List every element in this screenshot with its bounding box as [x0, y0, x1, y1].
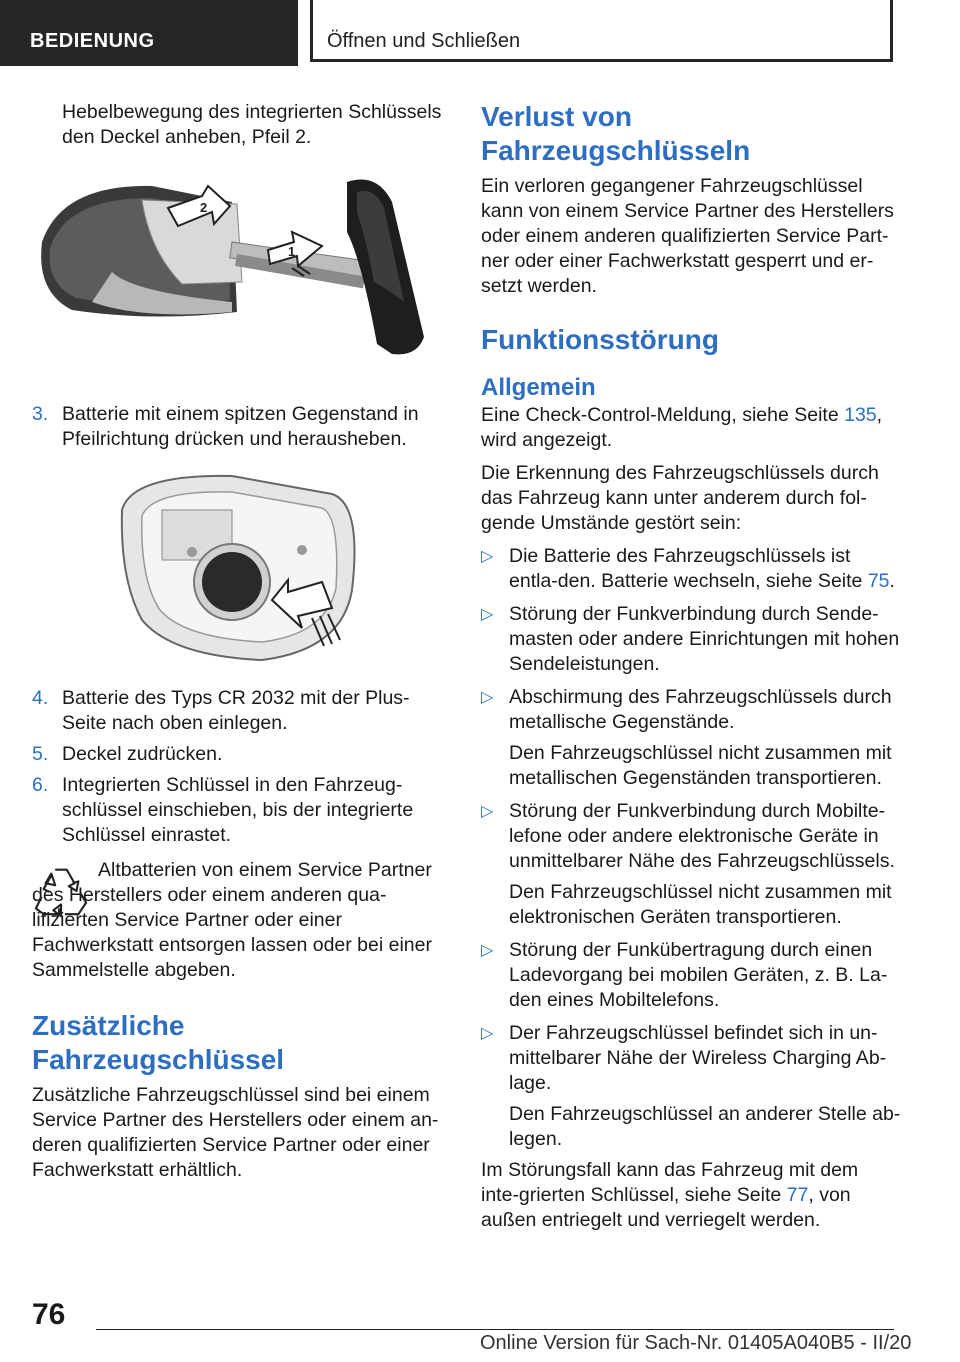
arrow-2-label: 2	[200, 200, 208, 215]
footer-divider	[96, 1329, 894, 1330]
battery-removal-illustration	[112, 470, 372, 670]
bullet-note: Den Fahrzeugschlüssel nicht zusammen mit elektronischen Geräten transportieren.	[509, 881, 892, 928]
key-opening-figure	[32, 156, 444, 376]
bullet-item	[481, 938, 901, 1013]
heading-zusaetzliche-schluessel: Zusätzliche Fahrzeugschlüssel	[32, 1010, 285, 1075]
step-text: Deckel zudrücken.	[62, 743, 223, 765]
step-3	[32, 402, 444, 452]
page-header	[0, 0, 960, 66]
step-number: 4.	[32, 687, 49, 709]
triangle-right-icon: ▷	[481, 803, 494, 820]
step-text: Batterie des Typs CR 2032 mit der Plus-Seite nach oben einlegen.	[62, 687, 410, 734]
bullet-text: Die Batterie des Fahrzeugschlüssels ist entla-den. Batterie wechseln, siehe Seite	[509, 545, 868, 592]
recycling-text: Altbatterien von einem Service Partner des Herstellers oder einem anderen qua-lifizierten Service Partner oder einer Fachwerkstatt entsorgen lassen oder bei einer Sammelstelle abgeben.	[32, 859, 432, 981]
check-control-text	[481, 403, 901, 453]
step-number: 3.	[32, 403, 49, 425]
page-link-75[interactable]: 75	[867, 570, 890, 592]
section-label: BEDIENUNG	[30, 30, 155, 52]
zusaetzliche-schluessel-text: Zusätzliche Fahrzeugschlüssel sind bei einem Service Partner des Herstellers oder einem an-deren qualifizierten Service Partner oder einer Fachwerkstatt erhältlich.	[32, 1084, 439, 1181]
page-number: 76	[32, 1298, 66, 1331]
step-text: Batterie mit einem spitzen Gegenstand in Pfeilrichtung drücken und herausheben.	[62, 403, 419, 450]
erkennung-text: Die Erkennung des Fahrzeugschlüssels durch das Fahrzeug kann unter anderem durch fol-gende Umstände gestört sein:	[481, 462, 879, 534]
triangle-right-icon: ▷	[481, 606, 494, 623]
left-column	[32, 100, 444, 1183]
chapter-title-box	[310, 0, 893, 62]
triangle-right-icon: ▷	[481, 1025, 494, 1042]
heading-allgemein: Allgemein	[481, 374, 596, 401]
bullet-item	[481, 544, 901, 594]
bullet-item	[481, 602, 901, 677]
footer-text: Online Version für Sach-Nr. 01405A040B5 - II/20	[480, 1332, 912, 1354]
bullet-text: Störung der Funkverbindung durch Sende-masten oder andere Einrichtungen mit hohen Sendeleistungen.	[509, 603, 900, 675]
section-tab	[0, 0, 298, 66]
stoerfall-pre: Im Störungsfall kann das Fahrzeug mit dem inte-grierten Schlüssel, siehe Seite	[481, 1159, 859, 1206]
step-6	[32, 773, 444, 848]
triangle-right-icon: ▷	[481, 548, 494, 565]
step-number: 5.	[32, 743, 49, 765]
step-4	[32, 686, 444, 736]
right-column	[481, 100, 901, 1233]
heading-verlust: Verlust von Fahrzeugschlüsseln	[481, 101, 751, 166]
verlust-text: Ein verloren gegangener Fahrzeugschlüssel kann von einem Service Partner des Herstellers oder einem anderen qualifizierten Service Part-ner oder einer Fachwerkstatt gesperrt und er-setzt werden.	[481, 175, 894, 297]
bullet-text: Störung der Funkverbindung durch Mobilte-lefone oder andere elektronische Geräte in unmittelbarer Nähe des Fahrzeugschlüssels.	[509, 800, 895, 872]
heading-funktionsstoerung: Funktionsstörung	[481, 324, 719, 355]
recycling-note	[32, 858, 444, 983]
bullet-item	[481, 799, 901, 930]
bullet-text: Störung der Funkübertragung durch einen Ladevorgang bei mobilen Geräten, z. B. La-den eines Mobiltelefons.	[509, 939, 888, 1011]
stoerungsfall-text	[481, 1158, 901, 1233]
stoerfall-post: , von außen entriegelt und verriegelt werden.	[481, 1184, 851, 1231]
intro-text: Hebelbewegung des integrierten Schlüssels den Deckel anheben, Pfeil 2.	[62, 101, 442, 148]
bullet-note: Den Fahrzeugschlüssel nicht zusammen mit metallischen Gegenständen transportieren.	[509, 742, 892, 789]
bullet-text: Abschirmung des Fahrzeugschlüssels durch metallische Gegenstände.	[509, 686, 892, 733]
cc-pre: Eine Check-Control-Meldung, siehe Seite	[481, 404, 845, 426]
step-text: Integrierten Schlüssel in den Fahrzeug-schlüssel einschieben, bis der integrierte Schlüssel einrastet.	[62, 774, 414, 846]
step-number: 6.	[32, 774, 49, 796]
bullet-note: Den Fahrzeugschlüssel an anderer Stelle ab-legen.	[509, 1103, 901, 1150]
step-5	[32, 742, 444, 767]
chapter-title: Öffnen und Schließen	[327, 30, 521, 52]
page-link-135[interactable]: 135	[844, 404, 877, 426]
key-lever-illustration	[32, 172, 432, 377]
triangle-right-icon: ▷	[481, 942, 494, 959]
battery-figure	[32, 462, 444, 672]
triangle-right-icon: ▷	[481, 689, 494, 706]
bullet-text-end: .	[889, 570, 895, 592]
bullet-item	[481, 1021, 901, 1152]
cc-post: , wird angezeigt.	[481, 404, 883, 451]
bullet-item	[481, 685, 901, 791]
bullet-text: Der Fahrzeugschlüssel befindet sich in un-mittelbarer Nähe der Wireless Charging Ab-lage.	[509, 1022, 887, 1094]
recycle-icon	[32, 862, 90, 920]
page-link-77[interactable]: 77	[786, 1184, 809, 1206]
arrow-1-label: 1	[288, 244, 296, 259]
